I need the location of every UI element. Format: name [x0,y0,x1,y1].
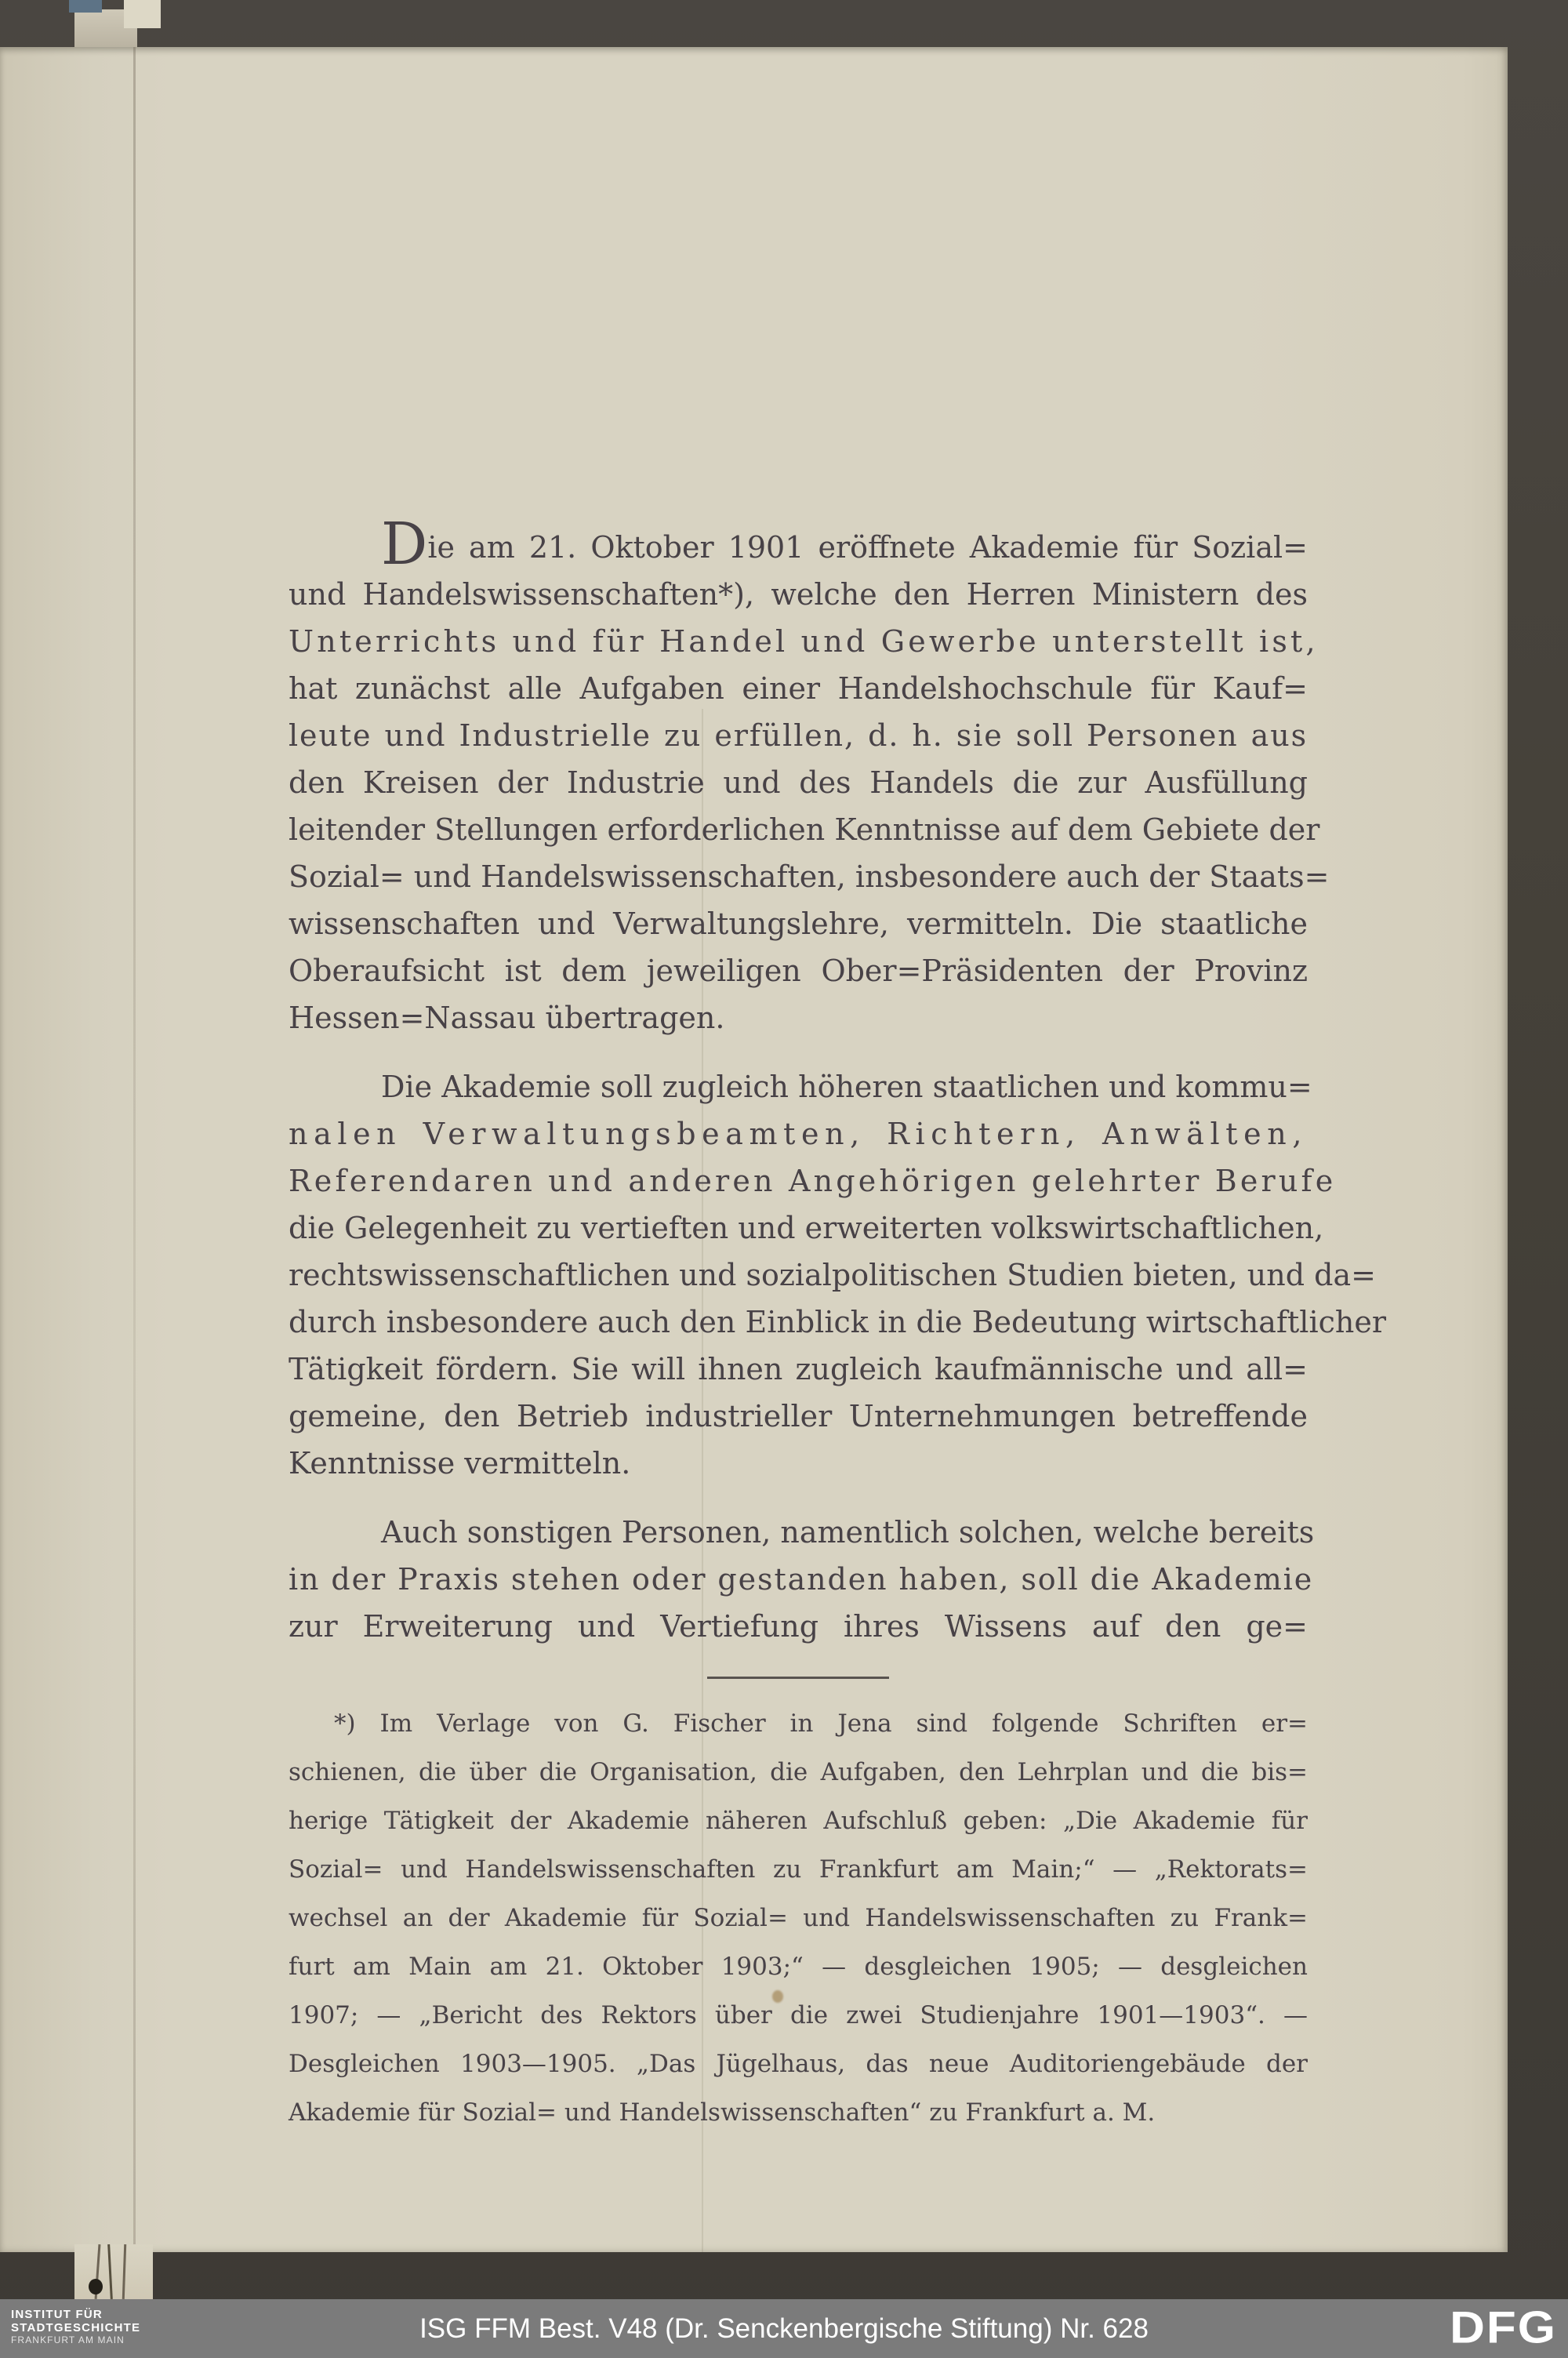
binding-thread [122,2244,126,2299]
text-line: *) Im Verlage von G. Fischer in Jena sind folgende Schriften er= [334,1709,1308,1738]
binding-thread [107,2244,113,2299]
footnote-separator-rule [707,1677,889,1679]
text-line: hat zunächst alle Aufgaben einer Handelshochschule für Kauf= [289,671,1308,706]
scanned-page [0,47,1508,2252]
institute-name-line1: INSTITUT FÜR [11,2308,103,2321]
text-line: Auch sonstigen Personen, namentlich solchen, welche bereits [381,1515,1315,1550]
drop-cap: D [381,510,428,578]
text-line: Sozial= und Handelswissenschaften, insbesondere auch der Staats= [289,859,1330,894]
gutter-crease [133,47,136,2252]
text-line: schienen, die über die Organisation, die Aufgaben, den Lehrplan und die bis= [289,1758,1308,1786]
text-line: nalen Verwaltungsbeamten, Richtern, Anwälten, [289,1117,1308,1151]
binding-tab-blue [69,0,102,13]
footnote-block [289,1699,1308,2137]
text-line: den Kreisen der Industrie und des Handels die zur Ausfüllung [289,765,1308,800]
text-line: leute und Industrielle zu erfüllen, d. h. sie soll Personen aus [289,718,1308,753]
text-line: Tätigkeit fördern. Sie will ihnen zugleich kaufmännische und all= [289,1352,1308,1386]
body-paragraphs [289,510,1387,1650]
text-line: Die am 21. Oktober 1901 eröffnete Akademie für Sozial= [381,510,1308,578]
text-line: in der Praxis stehen oder gestanden haben, soll die Akademie [289,1562,1314,1597]
page-text-block [289,510,1387,2137]
text-line: herige Tätigkeit der Akademie näheren Aufschluß geben: „Die Akademie für [289,1807,1308,1835]
dfg-logo: DFG [1450,2302,1557,2353]
text-line: furt am Main am 21. Oktober 1903;“ — desgleichen 1905; — desgleichen [289,1953,1308,1981]
text-line: die Gelegenheit zu vertieften und erweiterten volkswirtschaftlichen, [289,1211,1324,1245]
institute-name-line3: FRANKFURT AM MAIN [11,2334,125,2345]
paragraph [289,1509,1315,1650]
text-line: wissenschaften und Verwaltungslehre, vermitteln. Die staatliche [289,907,1308,941]
ink-blot [89,2279,103,2294]
text-line: Hessen=Nassau übertragen. [289,1001,725,1035]
text-line: rechtswissenschaftlichen und sozialpolitischen Studien bieten, und da= [289,1258,1376,1292]
text-line: und Handelswissenschaften*), welche den Herren Ministern des [289,577,1308,612]
archive-shelfmark-label: ISG FFM Best. V48 (Dr. Senckenbergische Stiftung) Nr. 628 [419,2313,1149,2344]
binding-tab-cream [124,0,161,28]
text-line: 1907; — „Bericht des Rektors über die zwei Studienjahre 1901—1903“. — [289,2001,1308,2029]
text-line: durch insbesondere auch den Einblick in die Bedeutung wirtschaftlicher [289,1305,1387,1339]
text-line: Desgleichen 1903—1905. „Das Jügelhaus, das neue Auditoriengebäude der [289,2050,1308,2078]
institute-name-line2: STADTGESCHICHTE [11,2321,141,2334]
text-line: Referendaren und anderen Angehörigen gelehrter Berufe [289,1164,1337,1198]
paragraph [289,1063,1387,1487]
text-line: Oberaufsicht ist dem jeweiligen Ober=Präsidenten der Provinz [289,954,1308,988]
text-line: leitender Stellungen erforderlichen Kenntnisse auf dem Gebiete der [289,812,1320,847]
text-line: zur Erweiterung und Vertiefung ihres Wissens auf den ge= [289,1609,1308,1644]
binding-tape-bottom [74,2244,153,2299]
archive-caption-bar [0,2299,1568,2358]
text-line: Die Akademie soll zugleich höheren staatlichen und kommu= [381,1070,1312,1104]
text-line: Unterrichts und für Handel und Gewerbe unterstellt ist, [289,624,1319,659]
text-line: Akademie für Sozial= und Handelswissenschaften“ zu Frankfurt a. M. [289,2098,1156,2127]
paragraph [289,510,1330,1041]
text-line: Kenntnisse vermitteln. [289,1446,631,1481]
text-line: Sozial= und Handelswissenschaften zu Frankfurt am Main;“ — „Rektorats= [289,1855,1308,1884]
text-line: wechsel an der Akademie für Sozial= und Handelswissenschaften zu Frank= [289,1904,1308,1932]
text-line: gemeine, den Betrieb industrieller Unternehmungen betreffende [289,1399,1308,1433]
